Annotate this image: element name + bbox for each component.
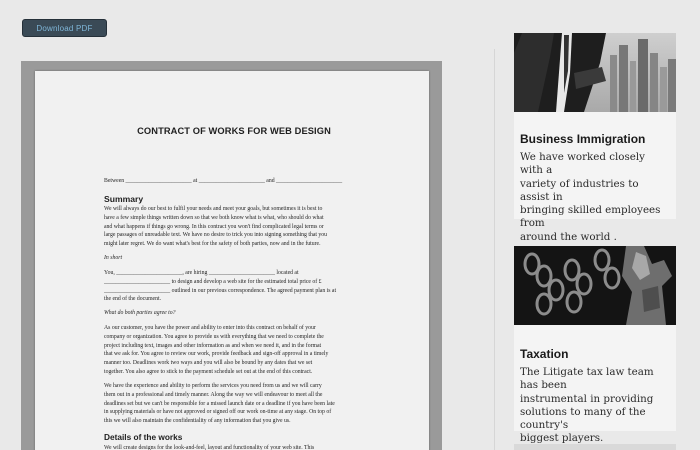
experience-line: deadlines set but we can't be responsible for a missed launch date or a deadline if you have been late	[104, 400, 335, 407]
customer-line: manner too. Deadlines work two ways and you will also be bound by any dates that we set	[104, 360, 313, 367]
service-card-business-immigration[interactable]	[514, 33, 676, 243]
businessman-city-skyline-image	[514, 33, 676, 112]
you-line: _______________________ outlined in our previous correspondence. The agreed payment plan is at	[104, 287, 337, 294]
you-line: You, _______________________, are hiring _______________________ located at	[104, 270, 299, 276]
card-text-line: We have worked closely with a	[520, 151, 645, 177]
customer-line: that we ask for. You agree to review our work, provide feedback and sign-off approval in a timely	[104, 351, 329, 358]
column-divider	[494, 49, 495, 450]
experience-line: in supplying materials or have not approved or signed off our work on-time at any stage. On top of	[104, 409, 332, 416]
justice-statue-chains-image	[514, 246, 676, 325]
customer-line: company or organization. You agree to provide us with everything that we need to complete the	[104, 333, 324, 340]
card-text-line: solutions to many of the country's	[520, 405, 646, 432]
summary-line: have a few simple things written down so that we both know what is what, who should do what	[104, 214, 324, 221]
you-line: the end of the document.	[104, 296, 162, 303]
summary-line: might later regret. We do want what's best for the safety of both parties, now and in the future.	[104, 241, 321, 248]
question-label: What do both parties agree to?	[104, 310, 176, 316]
pdf-page	[35, 71, 429, 450]
customer-line: As our customer, you have the power and ability to enter into this contract on behalf of your	[104, 325, 316, 331]
card-title: Business Immigration	[520, 132, 646, 146]
summary-line: We will always do our best to fulfil your needs and meet your goals, but sometimes it is best to	[104, 206, 323, 212]
details-heading: Details of the works	[104, 432, 183, 442]
experience-line: We have the experience and ability to perform the services you need from us and we will carry	[104, 383, 322, 389]
document-title: CONTRACT OF WORKS FOR WEB DESIGN	[137, 126, 331, 136]
service-card-taxation[interactable]	[514, 246, 676, 445]
experience-line: this we will also maintain the confidentiality of any information that you give us.	[104, 418, 291, 425]
card-text-line: biggest players.	[520, 432, 604, 445]
pdf-viewer[interactable]	[21, 61, 442, 450]
between-line: Between _______________________ at _______________________ and _______________________	[104, 178, 343, 184]
card-text-line: bringing skilled employees from	[520, 204, 661, 230]
card-description	[520, 366, 670, 446]
summary-line: large passages of unreadable text. We have no desire to trick you into signing something that you	[104, 232, 328, 239]
card-description	[520, 151, 670, 244]
you-line: _______________________ to design and develop a web site for the estimated total price of £	[104, 278, 322, 285]
card-text-line: instrumental in providing	[520, 392, 654, 405]
details-line: We will create designs for the look-and-feel, layout and functionality of your web site. This	[104, 445, 315, 450]
experience-line: them out in a professional and timely manner. Along the way we will endeavour to meet all the	[104, 391, 323, 398]
download-pdf-button[interactable]: Download PDF	[22, 19, 107, 37]
summary-heading: Summary	[104, 194, 144, 204]
card-text-line: variety of industries to assist in	[520, 177, 639, 203]
customer-line: together. You also agree to stick to the payment schedule set out at the end of this contract.	[104, 369, 313, 375]
in-short-label: In short	[104, 255, 123, 261]
customer-line: project including text, images and other information as and when we need it, and in the format	[104, 342, 322, 349]
card-text-line: around the world .	[520, 230, 617, 243]
card-image-partial	[514, 444, 676, 450]
card-title: Taxation	[520, 347, 569, 361]
card-text-line: The Litigate tax law team has been	[520, 366, 654, 392]
service-card-partial[interactable]	[514, 444, 676, 450]
summary-line: and what happens if things go wrong. In this contract you won't find complicated legal terms or	[104, 223, 324, 230]
